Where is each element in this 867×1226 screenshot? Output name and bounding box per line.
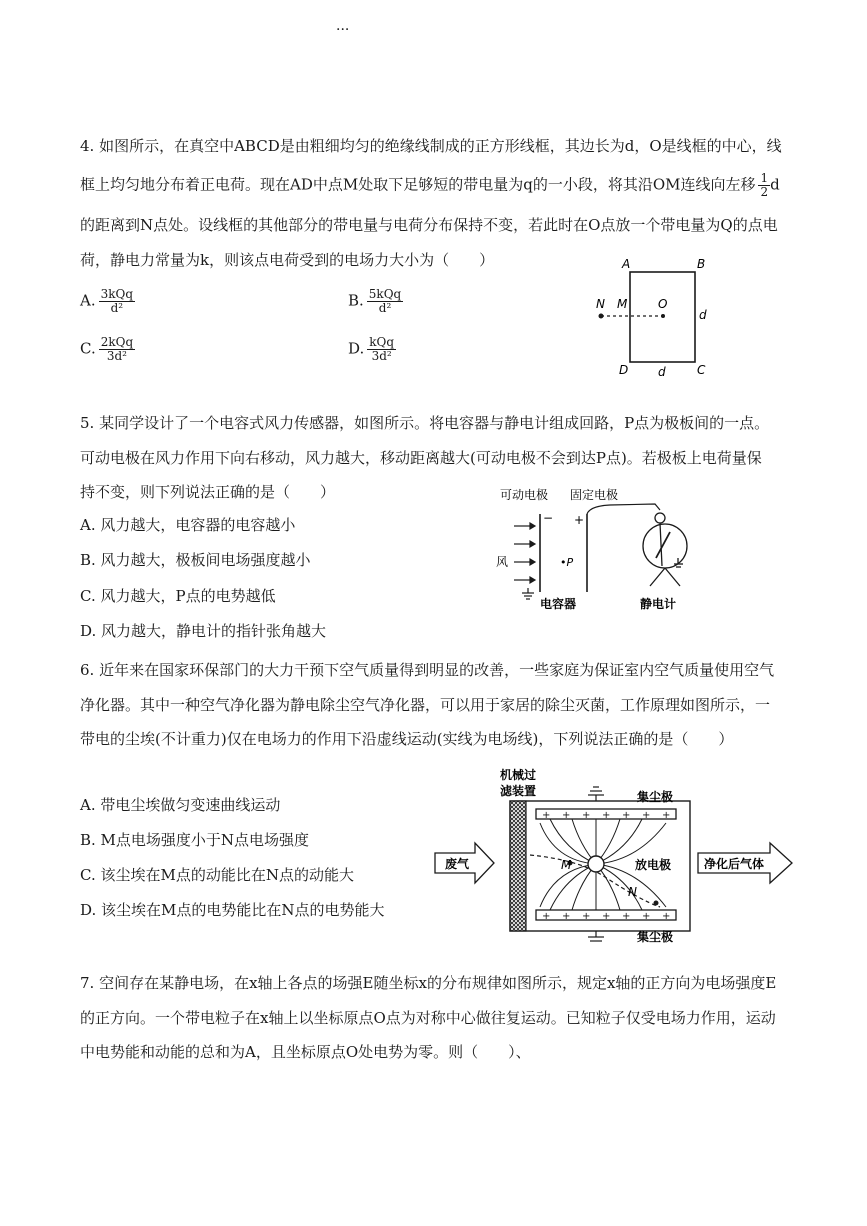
wind-arrows [514, 523, 535, 583]
label-filter-1: 机械过 [500, 768, 537, 782]
label-electroscope: 静电计 [640, 597, 677, 611]
connecting-wire [587, 504, 660, 514]
label-m: M [561, 858, 572, 872]
option-denominator: d² [110, 301, 124, 315]
q4-option-a[interactable] [80, 288, 135, 315]
q4-option-b[interactable] [348, 288, 403, 315]
label-d-right: d [699, 308, 707, 322]
q4-line1: 4. 如图所示，在真空中ABCD是由粗细均匀的绝缘线制成的正方形线框，其边长为d，O是线框的中心，线 [80, 137, 782, 155]
svg-text:+: + [642, 810, 651, 821]
minus-sign: − [543, 511, 554, 525]
svg-text:+: + [642, 911, 651, 922]
point-n [599, 314, 604, 319]
q5-line1: 5. 某同学设计了一个电容式风力传感器，如图所示。将电容器与静电计组成回路，P点为极板间的一点。 [80, 414, 770, 432]
svg-text:+: + [582, 810, 591, 821]
q6-option-a[interactable]: A. 带电尘埃做匀变速曲线运动 [80, 796, 281, 814]
electroscope-icon [643, 513, 687, 586]
q5-line2: 可动电极在风力作用下向右移动，风力越大，移动距离越大(可动电极不会到达P点)。若极板上电荷量保 [80, 449, 762, 467]
q4-line2-prefix: 框上均匀地分布着正电荷。现在AD中点M处取下足够短的带电量为q的一小段，将其沿OM连线向左移 [80, 175, 756, 194]
label-capacitor: 电容器 [540, 597, 577, 611]
q6-line3: 带电的尘埃(不计重力)仅在电场力的作用下沿虚线运动(实线为电场线)，下列说法正确的是（ ） [80, 730, 734, 748]
ground-icon [522, 588, 534, 599]
label-m: M [617, 297, 628, 311]
option-label: B. [348, 291, 364, 310]
svg-text:+: + [662, 810, 671, 821]
q6-line1: 6. 近年来在国家环保部门的大力干预下空气质量得到明显的改善，一些家庭为保证室内空气质量使用空气 [80, 661, 775, 679]
q4-square-frame-figure [585, 255, 720, 380]
option-label: D. [348, 339, 365, 358]
label-discharge-electrode: 放电极 [635, 858, 672, 872]
label-d-bottom: d [658, 365, 666, 379]
q4-line2-suffix: d [770, 175, 780, 194]
svg-text:+: + [602, 911, 611, 922]
point-o [661, 314, 665, 318]
q5-option-d[interactable]: D. 风力越大，静电计的指针张角越大 [80, 622, 327, 640]
option-denominator: d² [378, 301, 392, 315]
q6-option-d[interactable]: D. 该尘埃在M点的电势能比在N点的电势能大 [80, 901, 385, 919]
label-movable-electrode: 可动电极 [500, 488, 549, 502]
q4-line2 [80, 172, 780, 199]
label-n: N [628, 885, 637, 899]
q5-option-a[interactable]: A. 风力越大，电容器的电容越小 [80, 516, 296, 534]
q4-option-d[interactable] [348, 336, 396, 363]
q4-line4: 荷，静电力常量为k，则该点电荷受到的电场力大小为（ ） [80, 251, 495, 269]
q7-line1: 7. 空间存在某静电场，在x轴上各点的场强E随坐标x的分布规律如图所示，规定x轴的正方向为电场强度E [80, 974, 777, 992]
q6-line2: 净化器。其中一种空气净化器为静电除尘空气净化器，可以用于家居的除尘灭菌，工作原理如图所示，一 [80, 696, 771, 714]
option-numerator: 3kQq [100, 287, 134, 301]
label-filter-2: 滤装置 [500, 784, 537, 798]
svg-text:+: + [542, 810, 551, 821]
label-fixed-electrode: 固定电极 [570, 488, 619, 502]
svg-text:+: + [562, 810, 571, 821]
q4-fraction [758, 172, 770, 199]
option-denominator: 3d² [371, 349, 392, 363]
svg-text:+: + [622, 810, 631, 821]
label-o: O [658, 297, 668, 311]
label-collector-bottom: 集尘极 [637, 930, 674, 944]
label-exhaust: 废气 [445, 857, 470, 871]
label-b: B [697, 257, 706, 271]
option-numerator: kQq [369, 335, 395, 349]
header-mark: ··· [336, 22, 350, 38]
plus-sign: + [574, 513, 585, 527]
point-n [654, 901, 659, 906]
svg-text:+: + [582, 911, 591, 922]
mechanical-filter [510, 801, 526, 931]
q7-line3: 中电势能和动能的总和为A，且坐标原点O处电势为零。则（ ）、 [80, 1043, 531, 1061]
option-numerator: 2kQq [100, 335, 134, 349]
q6-air-purifier-figure [430, 765, 800, 945]
svg-text:+: + [562, 911, 571, 922]
svg-text:+: + [622, 911, 631, 922]
q4-frac-num: 1 [760, 171, 769, 185]
q6-option-b[interactable]: B. M点电场强度小于N点电场强度 [80, 831, 310, 849]
label-purified-air: 净化后气体 [704, 857, 765, 871]
label-c: C [697, 363, 706, 377]
q5-line3: 持不变，则下列说法正确的是（ ） [80, 483, 336, 501]
q4-line3: 的距离到N点处。设线框的其他部分的带电量与电荷分布保持不变，若此时在O点放一个带电量为Q的点电 [80, 216, 778, 234]
label-wind: 风 [496, 555, 509, 569]
label-a: A [622, 257, 631, 271]
q4-option-c[interactable] [80, 336, 135, 363]
q7-line2: 的正方向。一个带电粒子在x轴上以坐标原点O点为对称中心做往复运动。已知粒子仅受电场力作用，运动 [80, 1009, 776, 1027]
option-numerator: 5kQq [368, 287, 402, 301]
svg-text:+: + [542, 911, 551, 922]
point-p: •P [560, 556, 574, 569]
q5-option-c[interactable]: C. 风力越大，P点的电势越低 [80, 587, 276, 605]
option-denominator: 3d² [106, 349, 127, 363]
label-n: N [596, 297, 605, 311]
svg-text:+: + [602, 810, 611, 821]
svg-text:+: + [662, 911, 671, 922]
option-label: A. [80, 291, 96, 310]
label-d: D [619, 363, 629, 377]
q4-frac-den: 2 [760, 185, 769, 199]
label-collector-top: 集尘极 [637, 790, 674, 804]
q5-capacitor-figure [490, 480, 705, 615]
option-label: C. [80, 339, 96, 358]
q5-option-b[interactable]: B. 风力越大，极板间电场强度越小 [80, 551, 311, 569]
q6-option-c[interactable]: C. 该尘埃在M点的动能比在N点的动能大 [80, 866, 354, 884]
discharge-electrode [588, 856, 604, 872]
